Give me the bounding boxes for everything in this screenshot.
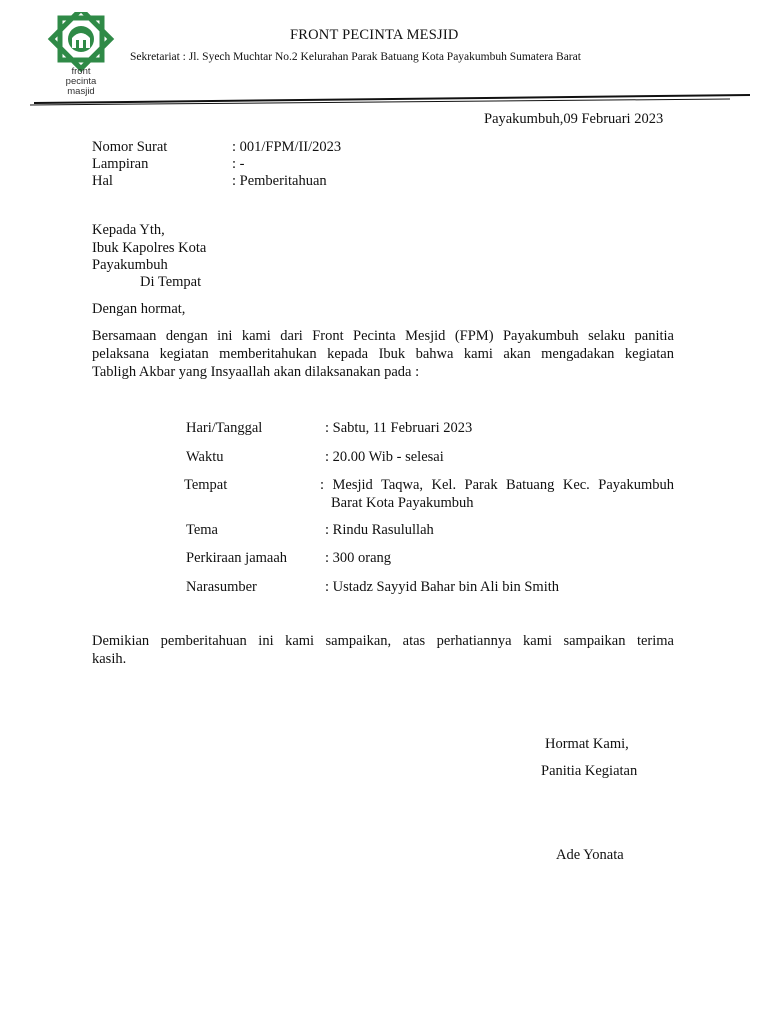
logo-text-masjid: masjid — [67, 86, 95, 97]
detail-label-waktu: Waktu — [186, 449, 224, 465]
detail-value-tema: : Rindu Rasulullah — [325, 522, 434, 538]
greeting: Dengan hormat, — [92, 301, 186, 317]
meta-value-nomor: : 001/FPM/II/2023 — [232, 139, 342, 155]
detail-value-tempat-line1: : Mesjid Taqwa, Kel. Parak Batuang Kec. Payakumbuh — [320, 477, 674, 493]
detail-label-narasumber: Narasumber — [186, 579, 257, 595]
signature-name: Ade Yonata — [556, 847, 624, 863]
meta-value-hal: : Pemberitahuan — [232, 173, 327, 189]
detail-value-tempat-line2: Barat Kota Payakumbuh — [331, 495, 474, 511]
letterhead-divider — [30, 92, 752, 106]
detail-label-tempat: Tempat — [184, 477, 228, 493]
body-line-1: Bersamaan dengan ini kami dari Front Pecinta Mesjid (FPM) Payakumbuh selaku panitia — [92, 328, 674, 344]
closing-line-2: kasih. — [92, 651, 127, 667]
organization-name: FRONT PECINTA MESJID — [290, 27, 459, 43]
logo-text-pecinta: pecinta — [65, 76, 97, 87]
body-line-2: pelaksana kegiatan memberitahukan kepada Ibuk bahwa kami akan mengadakan kegiatan — [92, 346, 674, 362]
signature-closing: Hormat Kami, — [545, 736, 629, 752]
recipient-salutation: Kepada Yth, — [92, 222, 165, 238]
detail-value-hari: : Sabtu, 11 Februari 2023 — [325, 420, 473, 436]
signature-role: Panitia Kegiatan — [541, 763, 638, 779]
meta-label-hal: Hal — [92, 173, 113, 189]
organization-logo — [38, 12, 124, 100]
recipient-title: Ibuk Kapolres Kota — [92, 240, 207, 256]
logo-text-front: front — [71, 66, 91, 77]
organization-address: Sekretariat : Jl. Syech Muchtar No.2 Kelurahan Parak Batuang Kota Payakumbuh Sumatera Barat — [130, 51, 581, 63]
detail-label-tema: Tema — [186, 522, 218, 538]
recipient-place: Di Tempat — [140, 274, 202, 290]
closing-line-1: Demikian pemberitahuan ini kami sampaikan, atas perhatiannya kami sampaikan terima — [92, 633, 674, 649]
meta-label-lampiran: Lampiran — [92, 156, 149, 172]
body-paragraph — [92, 327, 674, 381]
detail-value-jamaah: : 300 orang — [325, 550, 392, 566]
letter-date: Payakumbuh,09 Februari 2023 — [484, 111, 664, 127]
mosque-logo-icon — [38, 12, 124, 100]
detail-label-hari: Hari/Tanggal — [186, 420, 263, 436]
recipient-city: Payakumbuh — [92, 257, 168, 273]
detail-label-jamaah: Perkiraan jamaah — [186, 550, 288, 566]
closing-paragraph — [92, 632, 674, 668]
meta-label-nomor: Nomor Surat — [92, 139, 168, 155]
detail-value-waktu: : 20.00 Wib - selesai — [325, 449, 444, 465]
body-line-3: Tabligh Akbar yang Insyaallah akan dilaksanakan pada : — [92, 364, 420, 380]
detail-value-narasumber: : Ustadz Sayyid Bahar bin Ali bin Smith — [325, 579, 560, 595]
meta-value-lampiran: : - — [232, 156, 245, 172]
